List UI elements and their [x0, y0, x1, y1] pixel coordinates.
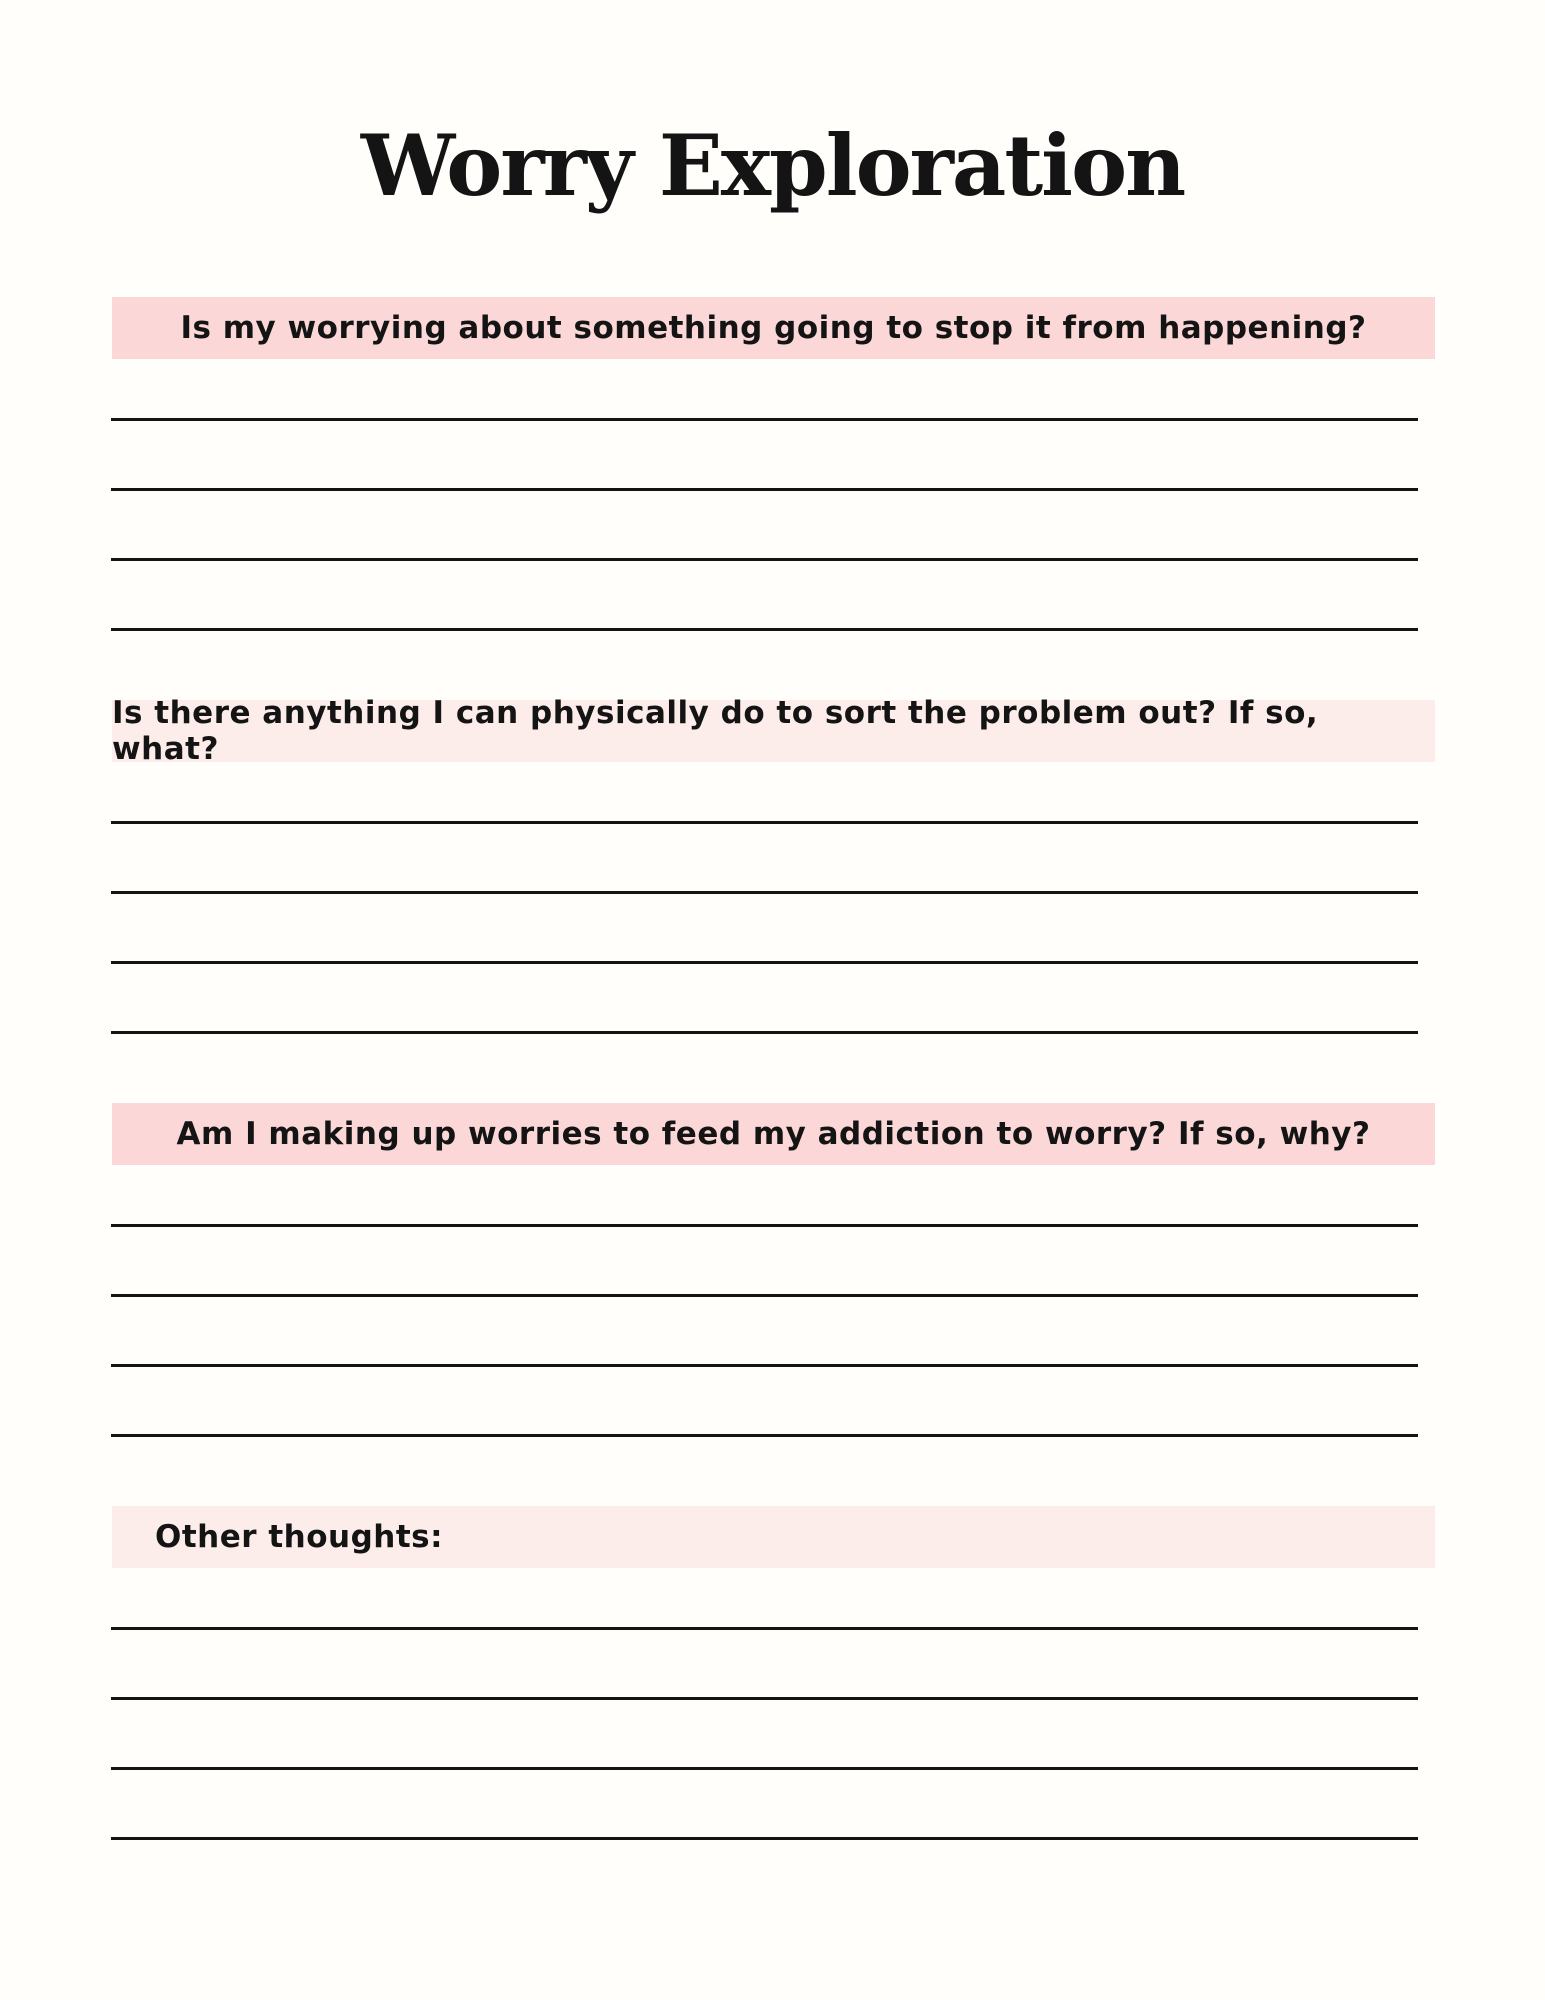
writing-line — [111, 421, 1418, 491]
section-other-thoughts — [0, 1506, 1545, 1840]
writing-line — [111, 359, 1418, 421]
page-title: Worry Exploration — [360, 116, 1185, 215]
writing-line — [111, 1700, 1418, 1770]
writing-line — [111, 762, 1418, 824]
writing-lines-group — [0, 359, 1545, 631]
writing-line — [111, 894, 1418, 964]
writing-line — [111, 1165, 1418, 1227]
writing-line — [111, 1367, 1418, 1437]
question-banner: Other thoughts: — [112, 1506, 1435, 1568]
writing-line — [111, 824, 1418, 894]
writing-lines-group — [0, 1165, 1545, 1437]
writing-line — [111, 964, 1418, 1034]
question-banner: Am I making up worries to feed my addiction to worry? If so, why? — [112, 1103, 1435, 1165]
section-physical-action — [0, 695, 1545, 1034]
section-made-up-worries — [0, 1103, 1545, 1437]
writing-line — [111, 561, 1418, 631]
writing-lines-group — [0, 1568, 1545, 1840]
writing-line — [111, 1630, 1418, 1700]
writing-line — [111, 1568, 1418, 1630]
writing-line — [111, 1227, 1418, 1297]
writing-line — [111, 1770, 1418, 1840]
question-banner: Is my worrying about something going to stop it from happening? — [112, 297, 1435, 359]
section-worry-stop — [0, 297, 1545, 631]
writing-line — [111, 1297, 1418, 1367]
question-banner: Is there anything I can physically do to sort the problem out? If so, what? — [112, 700, 1435, 762]
writing-line — [111, 491, 1418, 561]
writing-lines-group — [0, 762, 1545, 1034]
